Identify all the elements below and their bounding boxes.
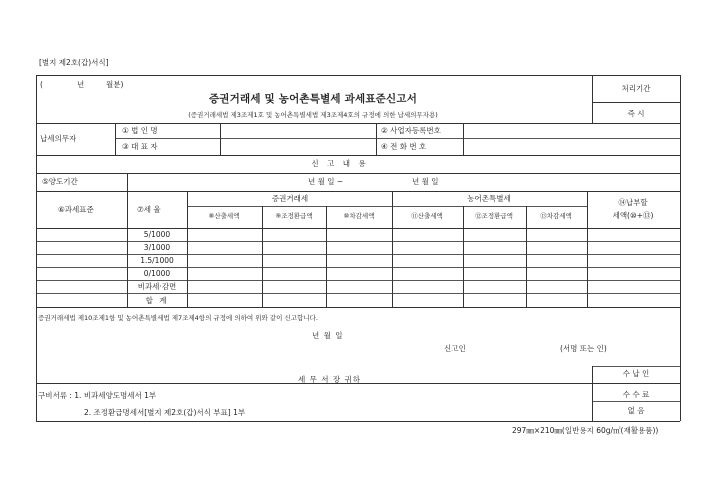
paper-spec-footer: 297㎜×210㎜(일반용지 60g/㎡(재활용품)) — [512, 426, 659, 435]
phone-label: ④ 전 화 번 호 — [381, 142, 427, 151]
transfer-period-to[interactable]: 년 월 일 — [412, 177, 439, 186]
period-open: ( — [40, 80, 43, 89]
declaration-statement: 증권거래세법 제10조제1항 및 농어촌특별세법 제7조제4항의 규정에 의하여 위와 같이 신고합니다. — [38, 314, 318, 322]
form-title: 증권거래세 및 농어촌특별세 과세표준신고서 — [208, 93, 418, 105]
sign-or-seal[interactable]: (서명 또는 인) — [560, 344, 607, 353]
form-subtitle: (증권거래세법 제3조제1호 및 농어촌특별세법 제3조제4호의 규정에 의한 납세의무자용) — [188, 111, 438, 119]
transfer-period-from[interactable]: 년 월 일 ~ — [308, 177, 344, 186]
rate-row: 0/1000 — [143, 269, 171, 278]
reporter-label: 신고인 — [444, 344, 466, 353]
attachments-item-1: 구비서류 : 1. 비과세양도명세서 1부 — [38, 391, 157, 400]
receipt-stamp-label: 수 납 인 — [622, 369, 650, 378]
phone-field[interactable] — [464, 139, 679, 154]
rural-tax-group-header: 농어촌특별세 — [467, 194, 511, 203]
fee-label: 수 수 료 — [622, 390, 650, 399]
corp-name-label: ① 법 인 명 — [122, 126, 158, 135]
col-securities-refund: ⑨조정환급액 — [275, 212, 313, 220]
rate-row: 비과세·감면 — [137, 282, 177, 291]
payable-header: ⑭납부할 — [618, 198, 648, 207]
payable-subheader: 세액(⑩+⑬) — [612, 211, 654, 220]
col-securities-net: ⑩차감세액 — [343, 212, 375, 220]
processing-period-value: 즉 시 — [627, 109, 645, 118]
period-year-label: 년 — [77, 80, 85, 89]
rate-row: 1.5/1000 — [140, 256, 174, 265]
col-rural-net: ⑬차감세액 — [540, 212, 572, 220]
tax-rate-header: ⑦세 율 — [137, 205, 161, 214]
form-number: [별지 제2호(갑)서식] — [39, 58, 109, 67]
representative-field[interactable] — [221, 139, 375, 154]
col-securities-calculated: ⑧산출세액 — [208, 212, 240, 220]
col-rural-refund: ⑫조정환급액 — [475, 212, 513, 220]
representative-label: ③ 대 표 자 — [122, 142, 158, 151]
col-rural-calculated: ⑪산출세액 — [411, 212, 443, 220]
period-month-label: 월분) — [106, 80, 124, 89]
taxpayer-label: 납세의무자 — [40, 134, 77, 143]
transfer-period-label: ⑤양도기간 — [42, 177, 78, 186]
attachments-item-2: 2. 조정환급명세서[별지 제2호(갑)서식 부표] 1부 — [84, 408, 246, 417]
biz-reg-no-label: ② 사업자등록번호 — [381, 126, 441, 135]
rate-row: 3/1000 — [143, 243, 171, 252]
tax-base-header: ⑥과세표준 — [58, 205, 94, 214]
rate-row: 5/1000 — [143, 230, 171, 239]
processing-period-label: 처리기간 — [621, 84, 651, 93]
securities-tax-group-header: 증권거래세 — [271, 194, 309, 203]
biz-reg-no-field[interactable] — [464, 124, 679, 138]
report-content-heading: 신 고 내 용 — [311, 159, 369, 168]
corp-name-field[interactable] — [221, 124, 375, 138]
tax-office-addressee: 세 무 서 장 귀하 — [298, 375, 362, 384]
fee-value: 없 음 — [627, 406, 645, 415]
total-row-label: 합 계 — [145, 296, 169, 305]
declaration-date[interactable]: 년 월 일 — [312, 331, 344, 340]
